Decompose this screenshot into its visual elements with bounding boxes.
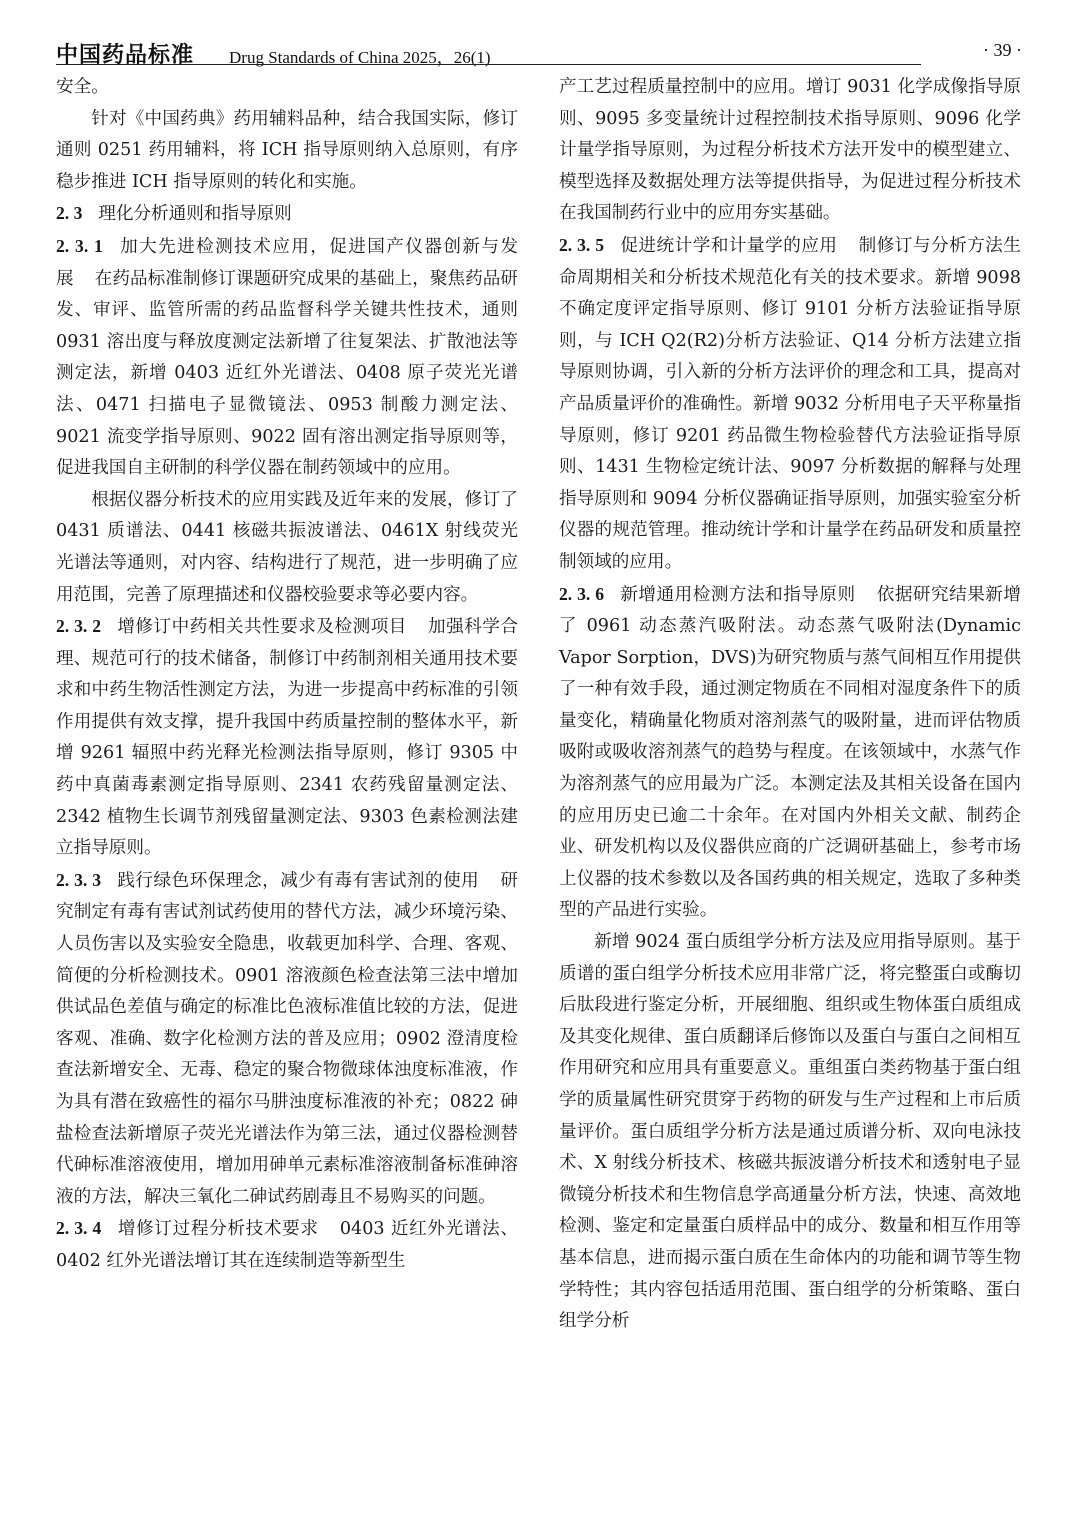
- section-number: 2. 3. 3: [56, 869, 101, 890]
- section-body: 依据研究结果新增了 0961 动态蒸汽吸附法。动态蒸气吸附法(Dynamic Vapor Sorption，DVS)为研究物质与蒸气间相互作用提供了一种有效手段，通过测定物质在不同相对湿度条件下的质量变化，精确量化物质对溶剂蒸气的吸附量，进而评估物质吸附或吸收溶剂蒸气的趋势与程度。在该领域中，水蒸气作为溶剂蒸气的应用最为广泛。本测定法及其相关设备在国内的应用历史已逾二十余年。在对国内外相关文献、制药企业、研发机构以及仪器供应商的广泛调研基础上，参考市场上仪器的技术参数以及各国药典的相关规定，选取了多种类型的产品进行实验。: [559, 584, 1021, 921]
- paragraph: 产工艺过程质量控制中的应用。增订 9031 化学成像指导原则、9095 多变量统计过程控制技术指导原则、9096 化学计量学指导原则，为过程分析技术方法开发中的模型建立、模型选择及数据处理方法等提供指导，为促进过程分析技术在我国制药行业中的应用夯实基础。: [559, 77, 1021, 224]
- paragraph: 针对《中国药典》药用辅料品种，结合我国实际，修订通则 0251 药用辅料，将 ICH 指导原则纳入总原则，有序稳步推进 ICH 指导原则的转化和实施。: [56, 108, 518, 192]
- subsection: [559, 579, 1021, 928]
- subsection: [56, 1213, 518, 1277]
- section-number: 2. 3. 1: [56, 235, 103, 256]
- page-number: · 39 ·: [983, 40, 1022, 60]
- section-title: 新增通用检测方法和指导原则: [619, 584, 856, 605]
- paragraph: 新增 9024 蛋白质组学分析方法及应用指导原则。基于质谱的蛋白组学分析技术应用非常广泛，将完整蛋白或酶切后肽段进行鉴定分析，开展细胞、组织或生物体蛋白质组成及其变化规律、蛋白质翻译后修饰以及蛋白与蛋白之间相互作用研究和应用具有重要意义。重组蛋白类药物基于蛋白组学的质量属性研究贯穿于药物的研发与生产过程和上市后质量评价。蛋白质组学分析方法是通过质谱分析、双向电泳技术、X 射线分析技术、核磁共振波谱分析技术和透射电子显微镜分析技术和生物信息学高通量分析方法，快速、高效地检测、鉴定和定量蛋白质样品中的成分、数量和相互作用等基本信息，进而揭示蛋白质在生命体内的功能和调节等生物学特性；其内容包括适用范围、蛋白组学的分析策略、蛋白组学分析: [559, 932, 1021, 1332]
- section-body: 研究制定有毒有害试剂试药使用的替代方法，减少环境污染、人员伤害以及实验安全隐患，收载更加科学、合理、客观、简便的分析检测技术。0901 溶液颜色检查法第三法中增加供试品色差值与确定的标准比色液标准值比较的方法，促进客观、准确、数字化检测方法的普及应用；0902 澄清度检查法新增安全、无毒、稳定的聚合物微球体浊度标准液，作为具有潜在致癌性的福尔马肼浊度标准液的补充；0822 砷盐检查法新增原子荧光光谱法作为第三法，通过仪器检测替代砷标准溶液使用，增加用砷单元素标准溶液制备标准砷溶液的方法，解决三氧化二砷试药剧毒且不易购买的问题。: [56, 870, 518, 1207]
- section-body: 0403 近红外光谱法、0402 红外光谱法增订其在连续制造等新型生: [56, 1219, 519, 1271]
- section-title: 加大先进检测技术应用，促进国产仪器创新与发展: [56, 236, 518, 289]
- subsection: [56, 611, 518, 865]
- subsection: [56, 231, 518, 485]
- section-heading: [56, 198, 518, 231]
- section-title: 增修订中药相关共性要求及检测项目: [116, 617, 407, 638]
- header-rule: [56, 64, 921, 65]
- section-title: 践行绿色环保理念，减少有毒有害试剂的使用: [116, 870, 480, 891]
- section-number: 2. 3. 4: [56, 1218, 102, 1239]
- journal-title-cn: 中国药品标准: [56, 42, 195, 68]
- section-title: 理化分析通则和指导原则: [98, 204, 292, 225]
- paragraph: 根据仪器分析技术的应用实践及近年来的发展，修订了 0431 质谱法、0441 核磁共振波谱法、0461X 射线荧光光谱法等通则，对内容、结构进行了规范，进一步明确了应用范围，完善了原理描述和仪器校验要求等必要内容。: [56, 489, 518, 605]
- section-number: 2. 3. 2: [56, 616, 101, 637]
- section-title: 促进统计学和计量学的应用: [619, 235, 838, 256]
- right-column: [559, 72, 1021, 1338]
- section-body: 加强科学合理、规范可行的技术储备，制修订中药制剂相关通用技术要求和中药生物活性测定方法，为进一步提高中药标准的引领作用提供有效支撑，提升我国中药质量控制的整体水平，新增 9261 辐照中药光释光检测法指导原则，修订 9305 中药中真菌毒素测定指导原则、2341 农药残留量测定法、2342 植物生长调节剂残留量测定法、9303 色素检测法建立指导原则。: [56, 617, 518, 859]
- section-number: 2. 3. 5: [559, 234, 604, 255]
- section-title: 增修订过程分析技术要求: [117, 1219, 319, 1240]
- subsection: [559, 230, 1021, 579]
- section-body: 制修订与分析方法生命周期相关和分析技术规范化有关的技术要求。新增 9098 不确定度评定指导原则、修订 9101 分析方法验证指导原则，与 ICH Q2(R2)分析方法验证、Q14 分析方法建立指导原则协调，引入新的分析方法评价的理念和工具，提高对产品质量评价的准确性。新增 9032 分析用电子天平称量指导原则，修订 9201 药品微生物检验替代方法验证指导原则、1431 生物检定统计法、9097 分析数据的解释与处理指导原则和 9094 分析仪器确证指导原则，加强实验室分析仪器的规范管理。推动统计学和计量学在药品研发和质量控制领域的应用。: [559, 235, 1021, 572]
- section-number: 2. 3. 6: [559, 583, 604, 604]
- running-header: [56, 38, 1022, 66]
- left-column: [56, 72, 518, 1278]
- journal-title-en: Drug Standards of China 2025，26(1): [229, 48, 491, 67]
- subsection: [56, 865, 518, 1214]
- section-body: 在药品标准制修订课题研究成果的基础上，聚焦药品研发、审评、监管所需的药品监督科学关键共性技术，通则 0931 溶出度与释放度测定法新增了往复架法、扩散池法等测定法，新增 0403 近红外光谱法、0408 原子荧光光谱法、0471 扫描电子显微镜法、0953 制酸力测定法、9021 流变学指导原则、9022 固有溶出测定指导原则等，促进我国自主研制的科学仪器在制药领域中的应用。: [56, 268, 518, 479]
- paragraph: 安全。: [56, 77, 109, 97]
- section-number: 2. 3: [56, 203, 83, 224]
